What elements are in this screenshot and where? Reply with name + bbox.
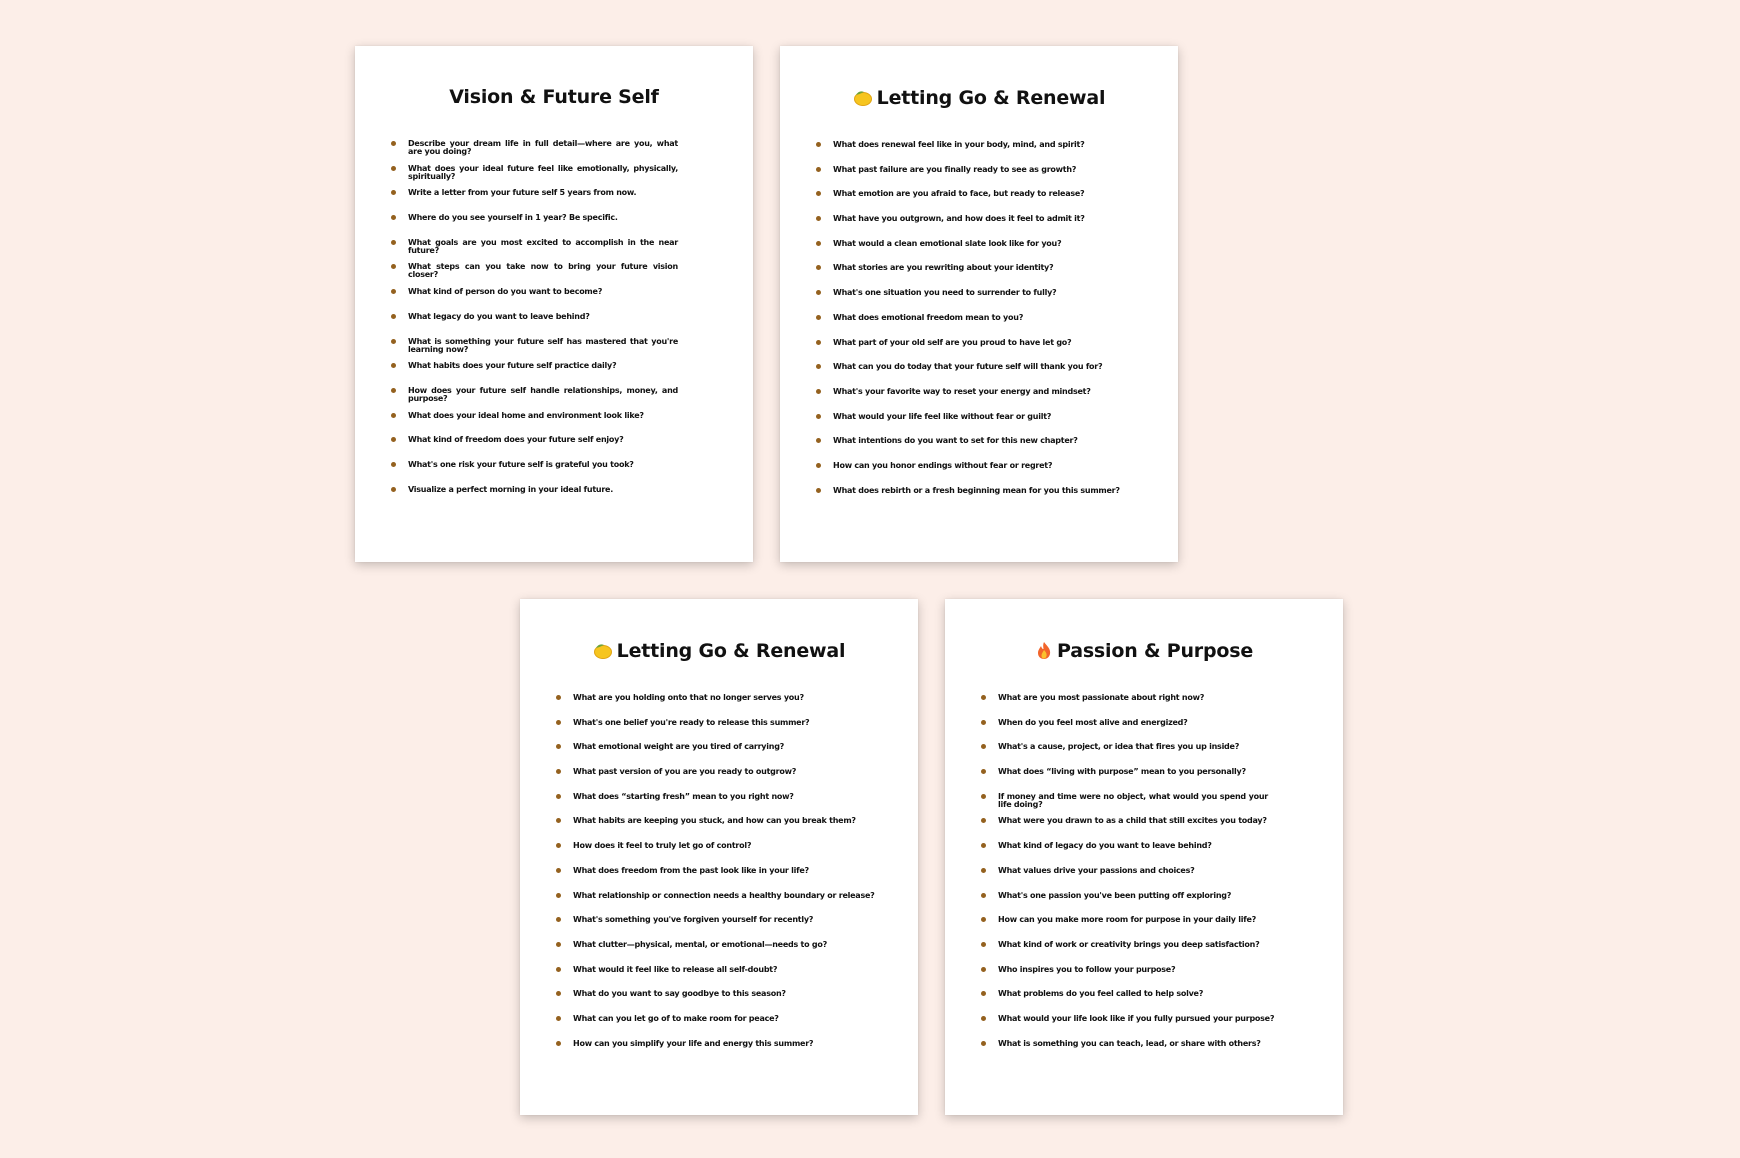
question-item: What kind of freedom does your future self enjoy? (391, 435, 717, 460)
journal-page-vision (355, 46, 753, 562)
bullet-icon (556, 720, 561, 725)
fire-icon (1035, 641, 1053, 665)
bullet-icon (391, 215, 396, 220)
bullet-icon (816, 216, 821, 221)
bullet-icon (816, 414, 821, 419)
page-title: Letting Go & Renewal (780, 87, 1178, 112)
question-item: How can you simplify your life and energy this summer? (556, 1039, 882, 1055)
bullet-icon (816, 463, 821, 468)
bullet-icon (981, 893, 986, 898)
bullet-icon (816, 315, 821, 320)
question-item: Describe your dream life in full detail—where are you, what are you doing? (391, 139, 717, 164)
question-item: What does rebirth or a fresh beginning mean for you this summer? (816, 486, 1142, 502)
page-title: Vision & Future Self (449, 86, 659, 108)
bullet-icon (816, 364, 821, 369)
bullet-icon (981, 1016, 986, 1021)
bullet-icon (556, 991, 561, 996)
bullet-icon (816, 241, 821, 246)
bullet-icon (816, 191, 821, 196)
question-item: What is something your future self has mastered that you're learning now? (391, 337, 717, 362)
bullet-icon (556, 967, 561, 972)
bullet-icon (816, 167, 821, 172)
question-item: What have you outgrown, and how does it feel to admit it? (816, 214, 1142, 239)
question-item: What's your favorite way to reset your energy and mindset? (816, 387, 1142, 412)
question-item: What are you most passionate about right now? (981, 693, 1307, 718)
question-item: What does “living with purpose” mean to you personally? (981, 767, 1307, 792)
question-item: What's one situation you need to surrender to fully? (816, 288, 1142, 313)
question-item: What can you do today that your future self will thank you for? (816, 362, 1142, 387)
bullet-icon (556, 695, 561, 700)
question-item: What goals are you most excited to accomplish in the near future? (391, 238, 717, 263)
question-item: When do you feel most alive and energized? (981, 718, 1307, 743)
journal-page-renewal (780, 46, 1178, 562)
bullet-icon (981, 720, 986, 725)
question-item: What are you holding onto that no longer serves you? (556, 693, 882, 718)
bullet-icon (556, 1016, 561, 1021)
question-item: What do you want to say goodbye to this season? (556, 989, 882, 1014)
bullet-icon (556, 744, 561, 749)
question-item: What is something you can teach, lead, or share with others? (981, 1039, 1307, 1055)
question-item: What would your life look like if you fully pursued your purpose? (981, 1014, 1307, 1039)
bullet-icon (981, 794, 986, 799)
lemon-icon (853, 89, 873, 112)
question-item: What steps can you take now to bring your future vision closer? (391, 262, 717, 287)
bullet-icon (816, 389, 821, 394)
bullet-icon (816, 290, 821, 295)
bullet-icon (981, 917, 986, 922)
bullet-icon (391, 462, 396, 467)
bullet-icon (981, 1041, 986, 1046)
question-list (556, 693, 882, 1055)
question-list (391, 139, 717, 501)
question-item: How does it feel to truly let go of control? (556, 841, 882, 866)
bullet-icon (391, 190, 396, 195)
bullet-icon (556, 893, 561, 898)
question-item: What does renewal feel like in your body, mind, and spirit? (816, 140, 1142, 165)
question-item: What's one belief you're ready to release this summer? (556, 718, 882, 743)
question-item: How can you make more room for purpose in your daily life? (981, 915, 1307, 940)
journal-page-passion (945, 599, 1343, 1115)
bullet-icon (816, 340, 821, 345)
question-item: What clutter—physical, mental, or emotional—needs to go? (556, 940, 882, 965)
bullet-icon (391, 487, 396, 492)
bullet-icon (981, 967, 986, 972)
question-item: Visualize a perfect morning in your ideal future. (391, 485, 717, 501)
question-list (981, 693, 1307, 1055)
question-item: What values drive your passions and choices? (981, 866, 1307, 891)
question-item: What's something you've forgiven yourself for recently? (556, 915, 882, 940)
bullet-icon (556, 843, 561, 848)
bullet-icon (556, 868, 561, 873)
question-item: How can you honor endings without fear or regret? (816, 461, 1142, 486)
bullet-icon (391, 314, 396, 319)
bullet-icon (816, 488, 821, 493)
bullet-icon (816, 142, 821, 147)
question-item: What problems do you feel called to help solve? (981, 989, 1307, 1014)
bullet-icon (391, 240, 396, 245)
question-item: How does your future self handle relationships, money, and purpose? (391, 386, 717, 411)
question-item: What would your life feel like without fear or guilt? (816, 412, 1142, 437)
question-item: What emotion are you afraid to face, but ready to release? (816, 189, 1142, 214)
bullet-icon (391, 264, 396, 269)
bullet-icon (816, 438, 821, 443)
question-item: What legacy do you want to leave behind? (391, 312, 717, 337)
question-item: What would a clean emotional slate look like for you? (816, 239, 1142, 264)
question-item: What intentions do you want to set for this new chapter? (816, 436, 1142, 461)
lemon-icon (593, 642, 613, 665)
question-item: What habits are keeping you stuck, and how can you break them? (556, 816, 882, 841)
bullet-icon (556, 917, 561, 922)
question-item: What does your ideal home and environment look like? (391, 411, 717, 436)
question-item: What past failure are you finally ready to see as growth? (816, 165, 1142, 190)
question-item: What part of your old self are you proud to have let go? (816, 338, 1142, 363)
bullet-icon (981, 991, 986, 996)
question-item: What would it feel like to release all self-doubt? (556, 965, 882, 990)
bullet-icon (556, 769, 561, 774)
question-item: What past version of you are you ready to outgrow? (556, 767, 882, 792)
bullet-icon (981, 942, 986, 947)
bullet-icon (981, 695, 986, 700)
bullet-icon (816, 265, 821, 270)
bullet-icon (391, 141, 396, 146)
bullet-icon (391, 388, 396, 393)
question-item: What's one risk your future self is grateful you took? (391, 460, 717, 485)
question-item: If money and time were no object, what would you spend your life doing? (981, 792, 1307, 817)
bullet-icon (556, 942, 561, 947)
question-item: Where do you see yourself in 1 year? Be specific. (391, 213, 717, 238)
page-title: Passion & Purpose (945, 640, 1343, 665)
question-item: What does your ideal future feel like emotionally, physically, spiritually? (391, 164, 717, 189)
question-item: What kind of work or creativity brings you deep satisfaction? (981, 940, 1307, 965)
bullet-icon (556, 1041, 561, 1046)
bullet-icon (391, 363, 396, 368)
bullet-icon (981, 818, 986, 823)
bullet-icon (981, 744, 986, 749)
journal-page-letting-go (520, 599, 918, 1115)
question-item: What's one passion you've been putting off exploring? (981, 891, 1307, 916)
bullet-icon (981, 769, 986, 774)
question-item: What relationship or connection needs a healthy boundary or release? (556, 891, 882, 916)
bullet-icon (391, 289, 396, 294)
question-item: Write a letter from your future self 5 years from now. (391, 188, 717, 213)
question-item: What does freedom from the past look like in your life? (556, 866, 882, 891)
question-item: What kind of person do you want to become? (391, 287, 717, 312)
question-item: What stories are you rewriting about your identity? (816, 263, 1142, 288)
bullet-icon (981, 868, 986, 873)
bullet-icon (391, 437, 396, 442)
page-title: Letting Go & Renewal (520, 640, 918, 665)
bullet-icon (556, 818, 561, 823)
question-item: What emotional weight are you tired of carrying? (556, 742, 882, 767)
question-item: What were you drawn to as a child that still excites you today? (981, 816, 1307, 841)
question-item: What does emotional freedom mean to you? (816, 313, 1142, 338)
question-item: Who inspires you to follow your purpose? (981, 965, 1307, 990)
question-item: What can you let go of to make room for peace? (556, 1014, 882, 1039)
bullet-icon (556, 794, 561, 799)
bullet-icon (391, 166, 396, 171)
bullet-icon (391, 339, 396, 344)
question-item: What does “starting fresh” mean to you right now? (556, 792, 882, 817)
question-item: What habits does your future self practice daily? (391, 361, 717, 386)
bullet-icon (391, 413, 396, 418)
question-list (816, 140, 1142, 502)
question-item: What kind of legacy do you want to leave behind? (981, 841, 1307, 866)
bullet-icon (981, 843, 986, 848)
question-item: What's a cause, project, or idea that fires you up inside? (981, 742, 1307, 767)
